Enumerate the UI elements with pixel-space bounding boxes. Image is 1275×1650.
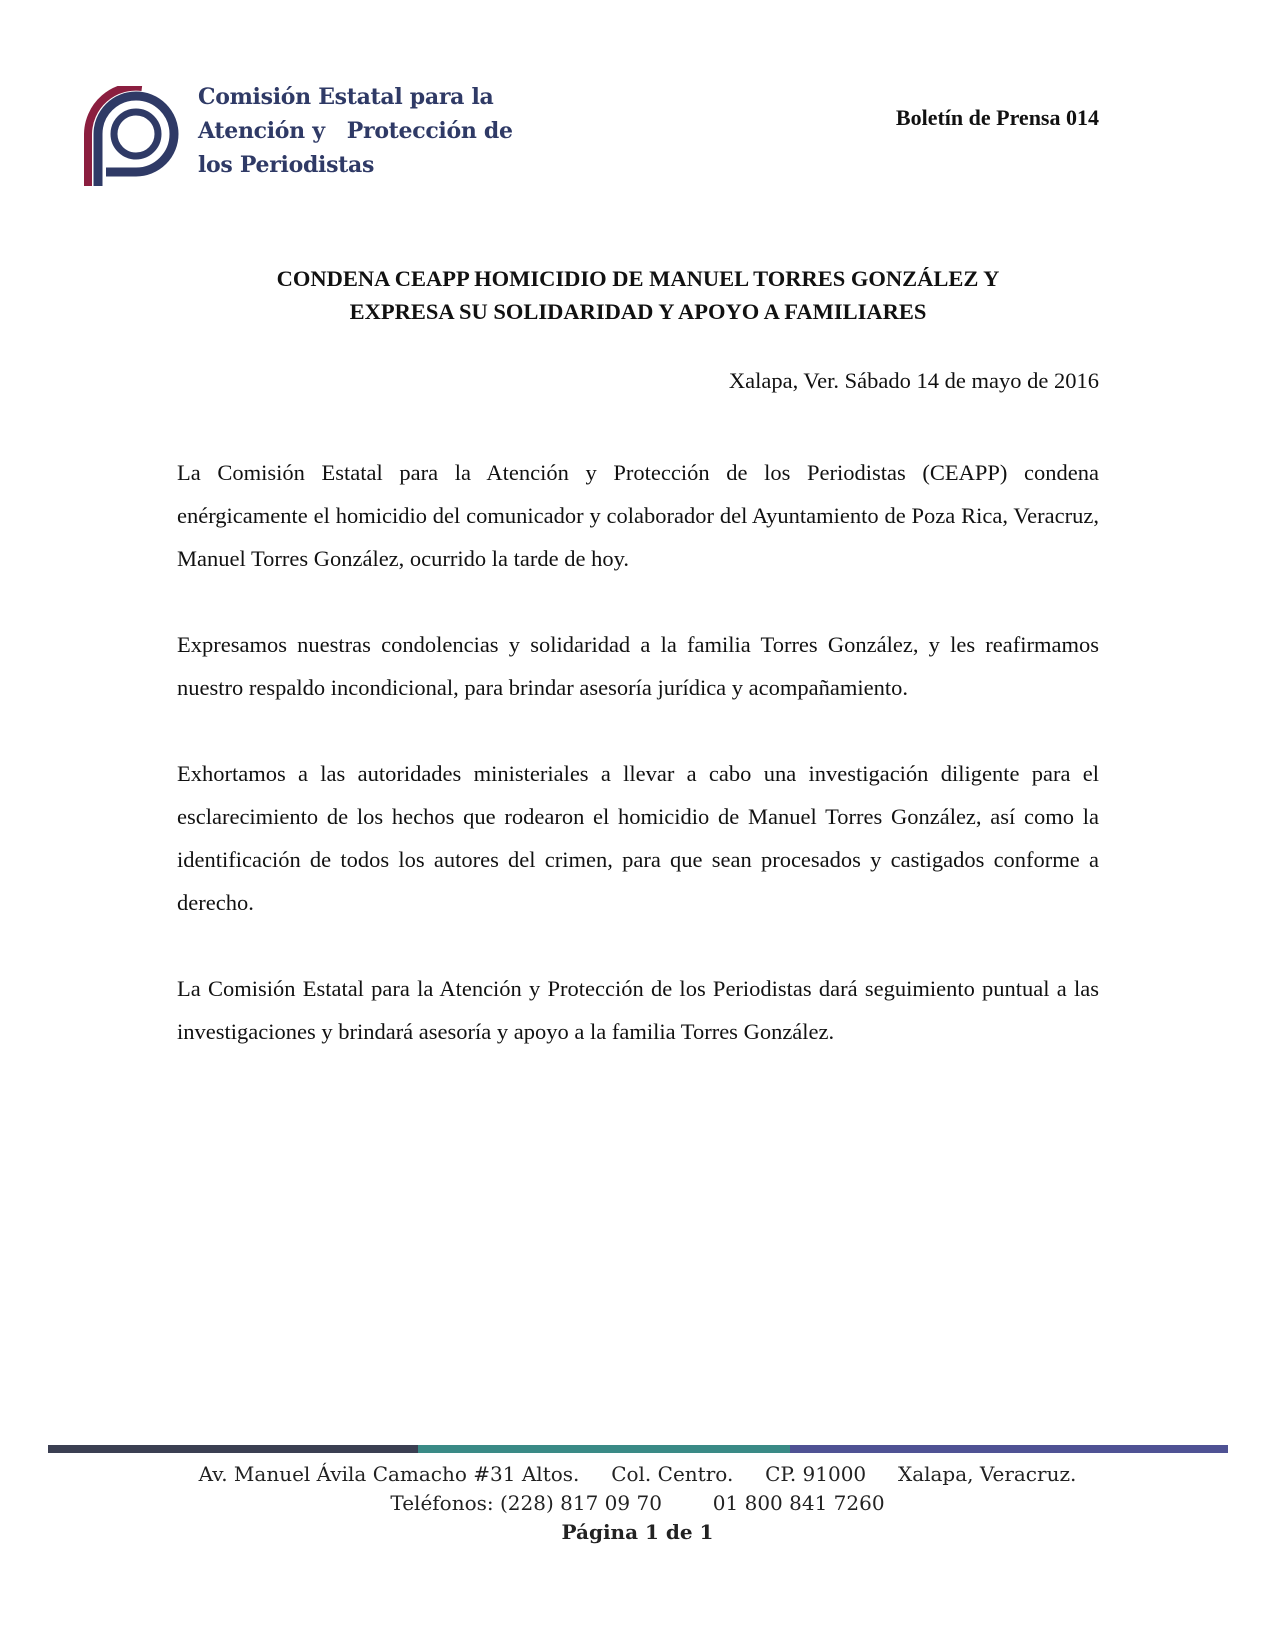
body-paragraph: La Comisión Estatal para la Atención y Protección de los Periodistas dará seguimiento puntual a las investigaciones y brindará asesoría y apoyo a la familia Torres González.	[177, 976, 1099, 1044]
press-headline	[177, 262, 1099, 328]
footer-phones	[0, 1489, 1275, 1518]
press-body	[177, 451, 1099, 1096]
footer-divider-segment	[790, 1445, 1228, 1453]
body-paragraph: Exhortamos a las autoridades ministeriales a llevar a cabo una investigación diligente para el esclarecimiento de los hechos que rodearon el homicidio de Manuel Torres González, así como la identificación de todos los autores del crimen, para que sean procesados y castigados conforme a derecho.	[177, 761, 1099, 915]
bulletin-number: Boletín de Prensa 014	[895, 105, 1099, 130]
footer-divider-segment	[418, 1445, 790, 1453]
logo-line: los Periodistas	[198, 152, 375, 178]
footer-phone-tollfree: 01 800 841 7260	[712, 1491, 885, 1515]
logo-line: Comisión Estatal para la	[198, 84, 494, 110]
logo-line: Atención y Protección de	[198, 118, 513, 144]
footer-colonia: Col. Centro.	[611, 1462, 734, 1486]
footer-street: Av. Manuel Ávila Camacho #31 Altos.	[198, 1462, 580, 1486]
page-number: Página 1 de 1	[561, 1520, 714, 1544]
logo-text	[198, 80, 513, 182]
footer-divider	[48, 1445, 1228, 1453]
footer-postal-code: CP. 91000	[765, 1462, 867, 1486]
page-footer	[0, 1460, 1275, 1547]
ceapp-logo-icon	[80, 86, 180, 194]
footer-phone-local: Teléfonos: (228) 817 09 70	[390, 1491, 662, 1515]
organization-logo	[80, 80, 513, 195]
headline-line: EXPRESA SU SOLIDARIDAD Y APOYO A FAMILIARES	[349, 299, 927, 324]
footer-address	[0, 1460, 1275, 1489]
body-paragraph: Expresamos nuestras condolencias y solidaridad a la familia Torres González, y les reafirmamos nuestro respaldo incondicional, para brindar asesoría jurídica y acompañamiento.	[177, 632, 1099, 700]
body-paragraph: La Comisión Estatal para la Atención y Protección de los Periodistas (CEAPP) condena enérgicamente el homicidio del comunicador y colaborador del Ayuntamiento de Poza Rica, Veracruz, Manuel Torres González, ocurrido la tarde de hoy.	[177, 460, 1099, 571]
headline-line: CONDENA CEAPP HOMICIDIO DE MANUEL TORRES GONZÁLEZ Y	[276, 266, 1000, 291]
footer-city: Xalapa, Veracruz.	[897, 1462, 1077, 1486]
dateline: Xalapa, Ver. Sábado 14 de mayo de 2016	[728, 368, 1099, 393]
footer-divider-segment	[48, 1445, 418, 1453]
